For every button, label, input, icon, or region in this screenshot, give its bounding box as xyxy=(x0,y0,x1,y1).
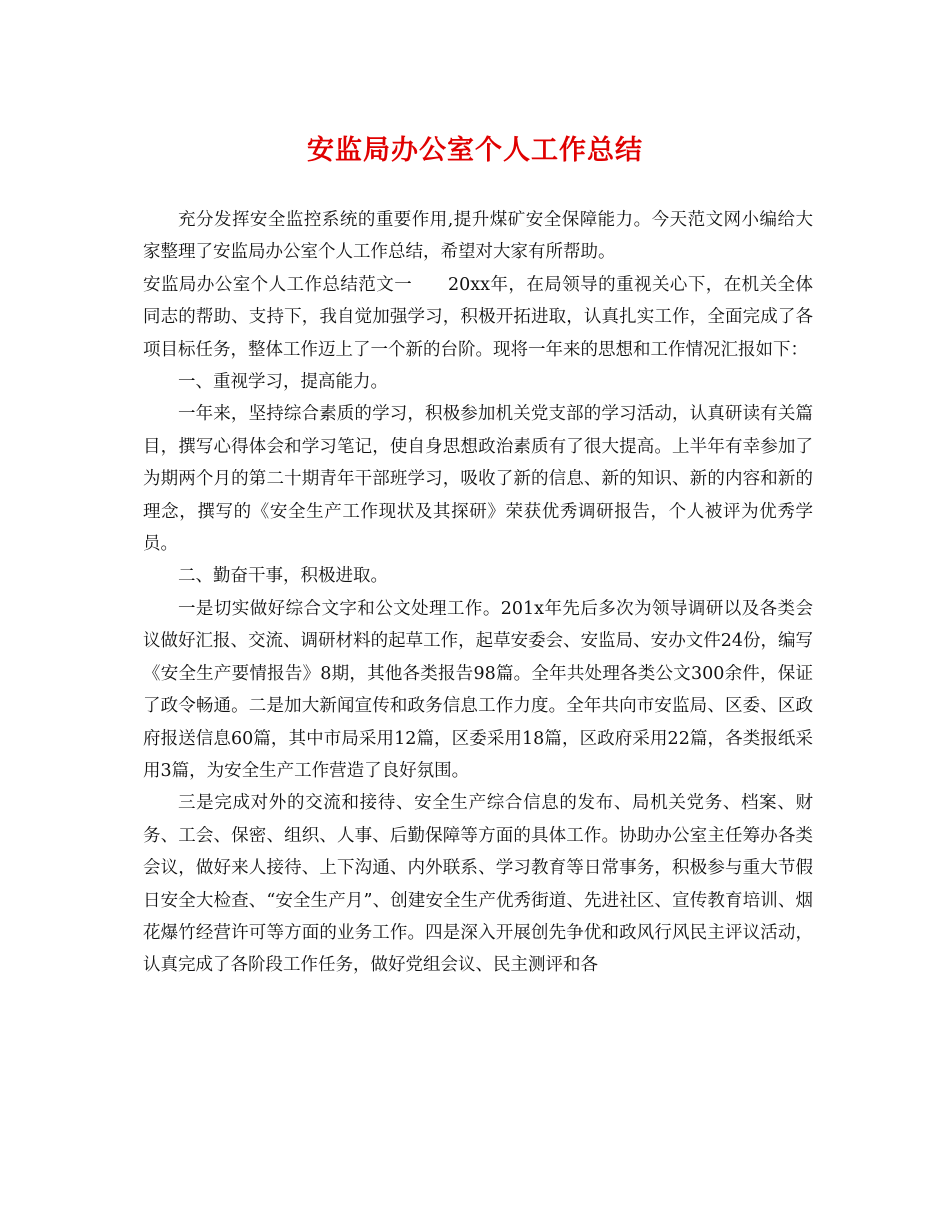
paragraph-intro: 充分发挥安全监控系统的重要作用,提升煤矿安全保障能力。今天范文网小编给大家整理了安监局办公室个人工作总结，希望对大家有所帮助。 xyxy=(143,210,813,263)
section-heading-work: 二、勤奋干事，积极进取。 xyxy=(178,566,388,587)
paragraph-opening: 安监局办公室个人工作总结范文一 20xx年，在局领导的重视关心下，在机关全体同志的帮助、支持下，我自觉加强学习，积极开拓进取，认真扎实工作，全面完成了各项目标任务，整体工作迈上了一个新的台阶。现将一年来的思想和工作情况汇报如下： xyxy=(143,274,813,360)
document-body xyxy=(143,204,813,982)
paragraph-study: 一年来，坚持综合素质的学习，积极参加机关党支部的学习活动，认真研读有关篇目，撰写心得体会和学习笔记，使自身思想政治素质有了很大提高。上半年有幸参加了为期两个月的第二十期青年干部班学习，吸收了新的信息、新的知识、新的内容和新的理念，撰写的《安全生产工作现状及其探研》荣获优秀调研报告，个人被评为优秀学员。 xyxy=(143,404,813,555)
document-title: 安监局办公室个人工作总结 xyxy=(307,135,643,166)
paragraph-work-2: 三是完成对外的交流和接待、安全生产综合信息的发布、局机关党务、档案、财务、工会、保密、组织、人事、后勤保障等方面的具体工作。协助办公室主任筹办各类会议，做好来人接待、上下沟通、内外联系、学习教育等日常事务，积极参与重大节假日安全大检查、“安全生产月”、创建安全生产优秀街道、先进社区、宣传教育培训、烟花爆竹经营许可等方面的业务工作。四是深入开展创先争优和政风行风民主评议活动，认真完成了各阶段工作任务，做好党组会议、民主测评和各 xyxy=(143,793,813,976)
paragraph-work-1: 一是切实做好综合文字和公文处理工作。201x年先后多次为领导调研以及各类会议做好汇报、交流、调研材料的起草工作，起草安委会、安监局、安办文件24份，编写《安全生产要情报告》8期，其他各类报告98篇。全年共处理各类公文300余件，保证了政令畅通。二是加大新闻宣传和政务信息工作力度。全年共向市安监局、区委、区政府报送信息60篇，其中市局采用12篇，区委采用18篇，区政府采用22篇，各类报纸采用3篇，为安全生产工作营造了良好氛围。 xyxy=(143,598,813,781)
section-heading-study: 一、重视学习，提高能力。 xyxy=(178,372,388,393)
